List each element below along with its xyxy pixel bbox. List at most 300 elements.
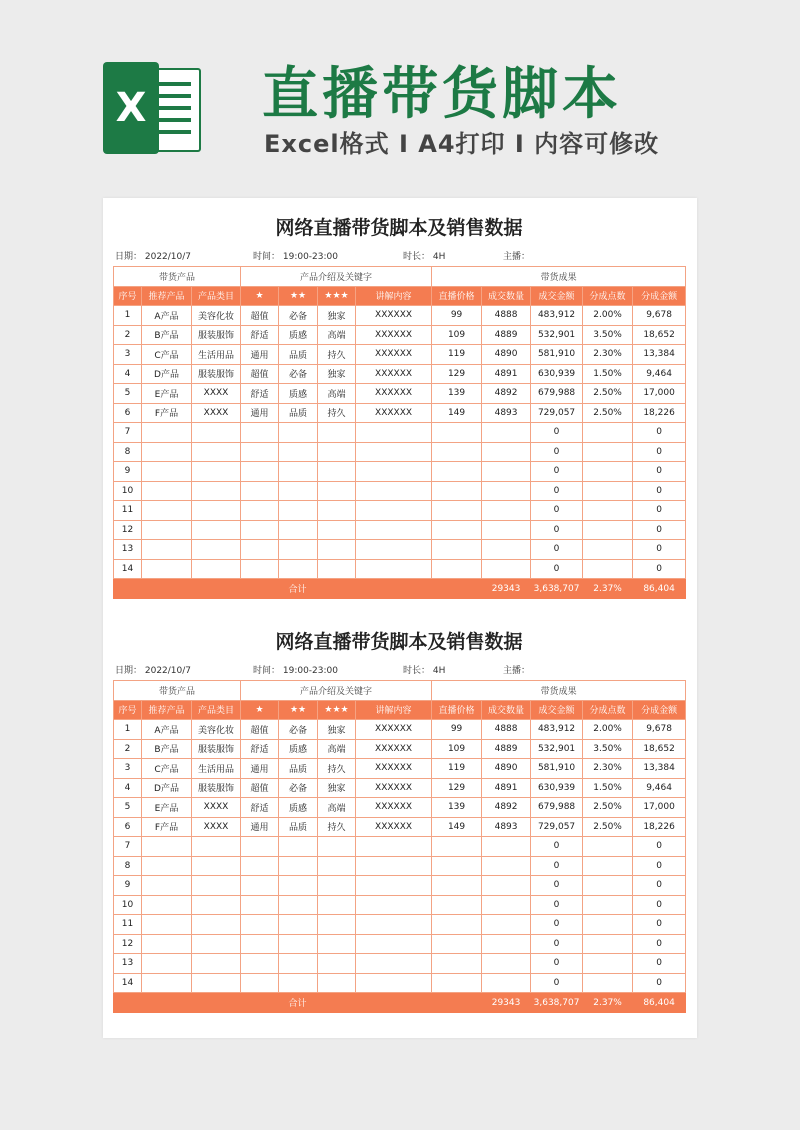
table-cell[interactable]: 0 <box>633 501 686 521</box>
table-cell[interactable]: 服装服饰 <box>192 364 241 384</box>
table-cell[interactable]: 0 <box>633 423 686 443</box>
table-cell[interactable]: A产品 <box>142 306 192 326</box>
table-cell[interactable]: 必备 <box>279 778 318 798</box>
table-cell[interactable] <box>142 915 192 935</box>
table-cell[interactable] <box>583 442 633 462</box>
table-cell[interactable]: 美容化妆 <box>192 720 241 740</box>
table-cell[interactable] <box>142 462 192 482</box>
table-cell[interactable]: 超值 <box>241 720 279 740</box>
total-commission[interactable]: 86,404 <box>633 579 686 599</box>
table-cell[interactable]: 高端 <box>318 798 356 818</box>
table-cell[interactable]: 0 <box>531 915 583 935</box>
table-cell[interactable]: B产品 <box>142 325 192 345</box>
table-cell[interactable]: 持久 <box>318 345 356 365</box>
table-cell[interactable]: 581,910 <box>531 759 583 779</box>
table-cell[interactable] <box>318 481 356 501</box>
table-cell[interactable]: 质感 <box>279 739 318 759</box>
table-cell[interactable]: 0 <box>633 876 686 896</box>
table-cell[interactable]: 532,901 <box>531 739 583 759</box>
column-header[interactable]: 讲解内容 <box>356 286 432 306</box>
table-cell[interactable] <box>356 895 432 915</box>
table-cell[interactable] <box>482 501 531 521</box>
table-cell[interactable]: 5 <box>114 384 142 404</box>
table-cell[interactable] <box>192 462 241 482</box>
table-cell[interactable] <box>482 442 531 462</box>
table-cell[interactable]: 持久 <box>318 759 356 779</box>
table-cell[interactable] <box>482 540 531 560</box>
table-cell[interactable]: 生活用品 <box>192 759 241 779</box>
table-cell[interactable]: XXXXXX <box>356 739 432 759</box>
table-cell[interactable] <box>192 856 241 876</box>
table-cell[interactable] <box>279 423 318 443</box>
total-rate[interactable]: 2.37% <box>583 579 633 599</box>
column-header[interactable]: ★★ <box>279 286 318 306</box>
table-cell[interactable]: 0 <box>633 462 686 482</box>
table-cell[interactable] <box>241 973 279 993</box>
table-cell[interactable]: 4893 <box>482 403 531 423</box>
table-cell[interactable] <box>192 934 241 954</box>
group-header-products[interactable]: 带货产品 <box>114 267 241 287</box>
table-cell[interactable]: 必备 <box>279 720 318 740</box>
table-cell[interactable] <box>318 462 356 482</box>
table-cell[interactable]: 0 <box>531 481 583 501</box>
table-cell[interactable]: 质感 <box>279 325 318 345</box>
table-cell[interactable]: XXXXXX <box>356 817 432 837</box>
table-cell[interactable]: 149 <box>432 817 482 837</box>
table-cell[interactable] <box>482 856 531 876</box>
table-cell[interactable] <box>583 895 633 915</box>
table-cell[interactable] <box>142 520 192 540</box>
table-cell[interactable]: XXXXXX <box>356 325 432 345</box>
table-cell[interactable]: 4 <box>114 778 142 798</box>
column-header[interactable]: 讲解内容 <box>356 700 432 720</box>
column-header[interactable]: ★ <box>241 700 279 720</box>
table-cell[interactable]: 0 <box>633 837 686 857</box>
table-cell[interactable]: 品质 <box>279 403 318 423</box>
table-cell[interactable] <box>279 837 318 857</box>
table-cell[interactable] <box>482 520 531 540</box>
table-cell[interactable] <box>356 540 432 560</box>
table-cell[interactable]: 2.30% <box>583 345 633 365</box>
table-cell[interactable]: 9,678 <box>633 720 686 740</box>
table-cell[interactable] <box>192 501 241 521</box>
table-cell[interactable] <box>482 423 531 443</box>
table-cell[interactable] <box>279 876 318 896</box>
table-cell[interactable] <box>583 876 633 896</box>
table-cell[interactable]: 超值 <box>241 306 279 326</box>
table-cell[interactable]: 0 <box>531 501 583 521</box>
table-cell[interactable]: 持久 <box>318 403 356 423</box>
column-header[interactable]: 直播价格 <box>432 700 482 720</box>
table-cell[interactable]: 679,988 <box>531 798 583 818</box>
table-cell[interactable] <box>279 934 318 954</box>
table-cell[interactable]: D产品 <box>142 364 192 384</box>
table-cell[interactable] <box>432 442 482 462</box>
table-cell[interactable] <box>142 837 192 857</box>
table-cell[interactable] <box>318 856 356 876</box>
table-cell[interactable] <box>432 856 482 876</box>
column-header[interactable]: 成交数量 <box>482 286 531 306</box>
table-cell[interactable]: 4891 <box>482 364 531 384</box>
table-cell[interactable]: 1 <box>114 306 142 326</box>
group-header-keywords[interactable]: 产品介绍及关键字 <box>241 681 432 701</box>
table-cell[interactable]: 必备 <box>279 364 318 384</box>
table-cell[interactable]: 0 <box>633 954 686 974</box>
table-cell[interactable]: 持久 <box>318 817 356 837</box>
table-cell[interactable]: XXXXXX <box>356 778 432 798</box>
total-label[interactable]: 合计 <box>114 579 482 599</box>
table-cell[interactable]: 0 <box>531 462 583 482</box>
table-cell[interactable] <box>241 442 279 462</box>
table-cell[interactable] <box>583 481 633 501</box>
table-cell[interactable] <box>279 540 318 560</box>
table-cell[interactable]: 3.50% <box>583 739 633 759</box>
table-cell[interactable] <box>241 481 279 501</box>
total-quantity[interactable]: 29343 <box>482 993 531 1013</box>
table-cell[interactable] <box>279 481 318 501</box>
table-cell[interactable]: 109 <box>432 739 482 759</box>
table-cell[interactable]: XXXXXX <box>356 345 432 365</box>
table-cell[interactable]: 舒适 <box>241 739 279 759</box>
table-cell[interactable] <box>241 559 279 579</box>
table-cell[interactable]: 1 <box>114 720 142 740</box>
table-cell[interactable]: 独家 <box>318 306 356 326</box>
table-cell[interactable] <box>192 520 241 540</box>
table-cell[interactable]: 4893 <box>482 817 531 837</box>
table-cell[interactable]: 99 <box>432 720 482 740</box>
table-cell[interactable] <box>482 954 531 974</box>
table-cell[interactable]: 4890 <box>482 759 531 779</box>
table-cell[interactable]: 4 <box>114 364 142 384</box>
table-cell[interactable] <box>318 559 356 579</box>
table-cell[interactable]: 1.50% <box>583 778 633 798</box>
table-cell[interactable]: 109 <box>432 325 482 345</box>
table-cell[interactable] <box>432 934 482 954</box>
column-header[interactable]: 成交金额 <box>531 286 583 306</box>
column-header[interactable]: 序号 <box>114 700 142 720</box>
table-cell[interactable]: 0 <box>531 954 583 974</box>
table-cell[interactable]: 服装服饰 <box>192 778 241 798</box>
table-cell[interactable]: 质感 <box>279 384 318 404</box>
table-cell[interactable]: 13,384 <box>633 345 686 365</box>
table-cell[interactable]: 9,678 <box>633 306 686 326</box>
table-cell[interactable] <box>142 540 192 560</box>
table-cell[interactable]: 通用 <box>241 345 279 365</box>
table-cell[interactable]: 独家 <box>318 364 356 384</box>
table-cell[interactable] <box>142 973 192 993</box>
table-cell[interactable]: 3 <box>114 345 142 365</box>
table-cell[interactable] <box>142 856 192 876</box>
table-cell[interactable]: 9 <box>114 462 142 482</box>
table-cell[interactable]: 高端 <box>318 384 356 404</box>
table-cell[interactable]: 139 <box>432 384 482 404</box>
column-header[interactable]: ★★★ <box>318 286 356 306</box>
table-cell[interactable]: 4889 <box>482 739 531 759</box>
table-cell[interactable]: 2.00% <box>583 306 633 326</box>
table-cell[interactable] <box>432 876 482 896</box>
group-header-keywords[interactable]: 产品介绍及关键字 <box>241 267 432 287</box>
table-cell[interactable]: 2 <box>114 325 142 345</box>
table-cell[interactable] <box>583 559 633 579</box>
table-cell[interactable] <box>482 915 531 935</box>
table-cell[interactable]: XXXXXX <box>356 384 432 404</box>
table-cell[interactable]: 品质 <box>279 817 318 837</box>
table-cell[interactable]: A产品 <box>142 720 192 740</box>
table-cell[interactable]: 679,988 <box>531 384 583 404</box>
column-header[interactable]: 产品类目 <box>192 286 241 306</box>
table-cell[interactable]: 18,226 <box>633 403 686 423</box>
table-cell[interactable] <box>142 934 192 954</box>
table-cell[interactable]: 超值 <box>241 364 279 384</box>
table-cell[interactable] <box>583 856 633 876</box>
table-cell[interactable]: 0 <box>633 559 686 579</box>
table-cell[interactable] <box>356 915 432 935</box>
table-cell[interactable]: 4889 <box>482 325 531 345</box>
table-cell[interactable]: 13 <box>114 540 142 560</box>
table-cell[interactable]: 品质 <box>279 759 318 779</box>
table-cell[interactable]: 483,912 <box>531 306 583 326</box>
table-cell[interactable] <box>241 915 279 935</box>
table-cell[interactable] <box>356 837 432 857</box>
table-cell[interactable]: 4890 <box>482 345 531 365</box>
table-cell[interactable]: 129 <box>432 364 482 384</box>
column-header[interactable]: 序号 <box>114 286 142 306</box>
table-cell[interactable]: 高端 <box>318 739 356 759</box>
column-header[interactable]: 成交金额 <box>531 700 583 720</box>
table-cell[interactable]: 9,464 <box>633 778 686 798</box>
table-cell[interactable] <box>279 442 318 462</box>
column-header[interactable]: 分成金额 <box>633 286 686 306</box>
table-cell[interactable] <box>356 423 432 443</box>
table-cell[interactable]: 630,939 <box>531 778 583 798</box>
table-cell[interactable] <box>241 423 279 443</box>
column-header[interactable]: 直播价格 <box>432 286 482 306</box>
table-cell[interactable]: XXXXXX <box>356 720 432 740</box>
column-header[interactable]: ★ <box>241 286 279 306</box>
table-cell[interactable]: 独家 <box>318 720 356 740</box>
table-cell[interactable]: 0 <box>633 442 686 462</box>
table-cell[interactable]: B产品 <box>142 739 192 759</box>
table-cell[interactable]: XXXXXX <box>356 798 432 818</box>
table-cell[interactable] <box>279 915 318 935</box>
table-cell[interactable]: 2 <box>114 739 142 759</box>
table-cell[interactable] <box>279 520 318 540</box>
table-cell[interactable] <box>279 501 318 521</box>
table-cell[interactable]: 4891 <box>482 778 531 798</box>
table-cell[interactable] <box>318 442 356 462</box>
table-cell[interactable]: 9 <box>114 876 142 896</box>
table-cell[interactable] <box>142 876 192 896</box>
table-cell[interactable]: 119 <box>432 759 482 779</box>
table-cell[interactable]: 12 <box>114 520 142 540</box>
table-cell[interactable]: XXXXXX <box>356 759 432 779</box>
table-cell[interactable]: 17,000 <box>633 798 686 818</box>
table-cell[interactable]: 0 <box>633 895 686 915</box>
table-cell[interactable]: XXXX <box>192 817 241 837</box>
table-cell[interactable] <box>583 520 633 540</box>
table-cell[interactable] <box>583 501 633 521</box>
table-cell[interactable]: 舒适 <box>241 325 279 345</box>
table-cell[interactable]: 4892 <box>482 798 531 818</box>
table-cell[interactable] <box>241 462 279 482</box>
table-cell[interactable]: 8 <box>114 856 142 876</box>
table-cell[interactable]: XXXXXX <box>356 364 432 384</box>
table-cell[interactable] <box>318 837 356 857</box>
table-cell[interactable]: 0 <box>531 876 583 896</box>
table-cell[interactable]: 通用 <box>241 403 279 423</box>
table-cell[interactable] <box>318 973 356 993</box>
table-cell[interactable]: 18,226 <box>633 817 686 837</box>
table-cell[interactable] <box>356 954 432 974</box>
table-cell[interactable] <box>356 520 432 540</box>
table-cell[interactable]: 2.00% <box>583 720 633 740</box>
group-header-results[interactable]: 带货成果 <box>432 681 686 701</box>
table-cell[interactable]: 532,901 <box>531 325 583 345</box>
table-cell[interactable]: 2.50% <box>583 384 633 404</box>
table-cell[interactable]: XXXXXX <box>356 403 432 423</box>
table-cell[interactable]: 729,057 <box>531 403 583 423</box>
table-cell[interactable] <box>192 423 241 443</box>
table-cell[interactable]: 服装服饰 <box>192 739 241 759</box>
table-cell[interactable] <box>583 934 633 954</box>
table-cell[interactable]: 3.50% <box>583 325 633 345</box>
table-cell[interactable] <box>279 462 318 482</box>
table-cell[interactable]: 4888 <box>482 720 531 740</box>
table-cell[interactable] <box>279 954 318 974</box>
table-cell[interactable]: 0 <box>531 973 583 993</box>
table-cell[interactable]: 0 <box>531 423 583 443</box>
table-cell[interactable] <box>318 954 356 974</box>
table-cell[interactable] <box>482 837 531 857</box>
table-cell[interactable]: 14 <box>114 559 142 579</box>
table-cell[interactable] <box>192 973 241 993</box>
table-cell[interactable] <box>482 895 531 915</box>
table-cell[interactable]: 8 <box>114 442 142 462</box>
table-cell[interactable] <box>482 481 531 501</box>
table-cell[interactable] <box>142 423 192 443</box>
table-cell[interactable]: 必备 <box>279 306 318 326</box>
table-cell[interactable]: 17,000 <box>633 384 686 404</box>
table-cell[interactable] <box>432 481 482 501</box>
table-cell[interactable]: 18,652 <box>633 739 686 759</box>
table-cell[interactable]: C产品 <box>142 345 192 365</box>
column-header[interactable]: 分成点数 <box>583 286 633 306</box>
table-cell[interactable]: 139 <box>432 798 482 818</box>
table-cell[interactable]: 0 <box>531 559 583 579</box>
table-cell[interactable] <box>192 442 241 462</box>
table-cell[interactable]: 3 <box>114 759 142 779</box>
table-cell[interactable]: 0 <box>633 915 686 935</box>
table-cell[interactable]: 13,384 <box>633 759 686 779</box>
table-cell[interactable] <box>241 520 279 540</box>
table-cell[interactable] <box>432 837 482 857</box>
table-cell[interactable] <box>279 559 318 579</box>
table-cell[interactable] <box>192 481 241 501</box>
table-cell[interactable] <box>142 501 192 521</box>
table-cell[interactable] <box>432 423 482 443</box>
column-header[interactable]: 产品类目 <box>192 700 241 720</box>
table-cell[interactable] <box>356 876 432 896</box>
table-cell[interactable]: XXXXXX <box>356 306 432 326</box>
table-cell[interactable] <box>241 501 279 521</box>
table-cell[interactable] <box>432 559 482 579</box>
table-cell[interactable] <box>318 876 356 896</box>
table-cell[interactable]: 舒适 <box>241 384 279 404</box>
total-label[interactable]: 合计 <box>114 993 482 1013</box>
table-cell[interactable] <box>192 954 241 974</box>
table-cell[interactable] <box>356 481 432 501</box>
table-cell[interactable]: 129 <box>432 778 482 798</box>
table-cell[interactable]: 0 <box>633 540 686 560</box>
table-cell[interactable] <box>482 934 531 954</box>
table-cell[interactable]: 0 <box>531 895 583 915</box>
total-amount[interactable]: 3,638,707 <box>531 579 583 599</box>
table-cell[interactable] <box>192 837 241 857</box>
table-cell[interactable] <box>583 540 633 560</box>
table-cell[interactable] <box>432 540 482 560</box>
table-cell[interactable]: 483,912 <box>531 720 583 740</box>
table-cell[interactable]: XXXX <box>192 384 241 404</box>
table-cell[interactable]: 0 <box>531 856 583 876</box>
table-cell[interactable]: 9,464 <box>633 364 686 384</box>
table-cell[interactable]: XXXX <box>192 798 241 818</box>
table-cell[interactable] <box>279 856 318 876</box>
table-cell[interactable] <box>356 501 432 521</box>
table-cell[interactable]: F产品 <box>142 403 192 423</box>
column-header[interactable]: ★★ <box>279 700 318 720</box>
column-header[interactable]: 分成金额 <box>633 700 686 720</box>
table-cell[interactable] <box>318 423 356 443</box>
table-cell[interactable]: 2.30% <box>583 759 633 779</box>
table-cell[interactable]: 2.50% <box>583 817 633 837</box>
table-cell[interactable] <box>241 540 279 560</box>
column-header[interactable]: 推荐产品 <box>142 700 192 720</box>
table-cell[interactable] <box>142 895 192 915</box>
total-quantity[interactable]: 29343 <box>482 579 531 599</box>
table-cell[interactable]: E产品 <box>142 798 192 818</box>
table-cell[interactable]: 119 <box>432 345 482 365</box>
table-cell[interactable]: 2.50% <box>583 403 633 423</box>
table-cell[interactable] <box>241 837 279 857</box>
table-cell[interactable]: 581,910 <box>531 345 583 365</box>
table-cell[interactable] <box>432 520 482 540</box>
table-cell[interactable] <box>192 876 241 896</box>
table-cell[interactable]: 6 <box>114 403 142 423</box>
table-cell[interactable]: 高端 <box>318 325 356 345</box>
table-cell[interactable] <box>583 423 633 443</box>
table-cell[interactable]: C产品 <box>142 759 192 779</box>
total-commission[interactable]: 86,404 <box>633 993 686 1013</box>
table-cell[interactable] <box>356 856 432 876</box>
table-cell[interactable] <box>583 973 633 993</box>
table-cell[interactable] <box>279 895 318 915</box>
table-cell[interactable] <box>482 876 531 896</box>
column-header[interactable]: ★★★ <box>318 700 356 720</box>
table-cell[interactable]: 美容化妆 <box>192 306 241 326</box>
table-cell[interactable] <box>583 462 633 482</box>
table-cell[interactable]: 品质 <box>279 345 318 365</box>
table-cell[interactable] <box>356 462 432 482</box>
table-cell[interactable]: 0 <box>531 442 583 462</box>
table-cell[interactable]: F产品 <box>142 817 192 837</box>
table-cell[interactable]: 0 <box>633 934 686 954</box>
table-cell[interactable] <box>241 895 279 915</box>
table-cell[interactable]: 质感 <box>279 798 318 818</box>
table-cell[interactable]: XXXX <box>192 403 241 423</box>
table-cell[interactable]: 超值 <box>241 778 279 798</box>
table-cell[interactable]: 10 <box>114 895 142 915</box>
table-cell[interactable] <box>356 559 432 579</box>
